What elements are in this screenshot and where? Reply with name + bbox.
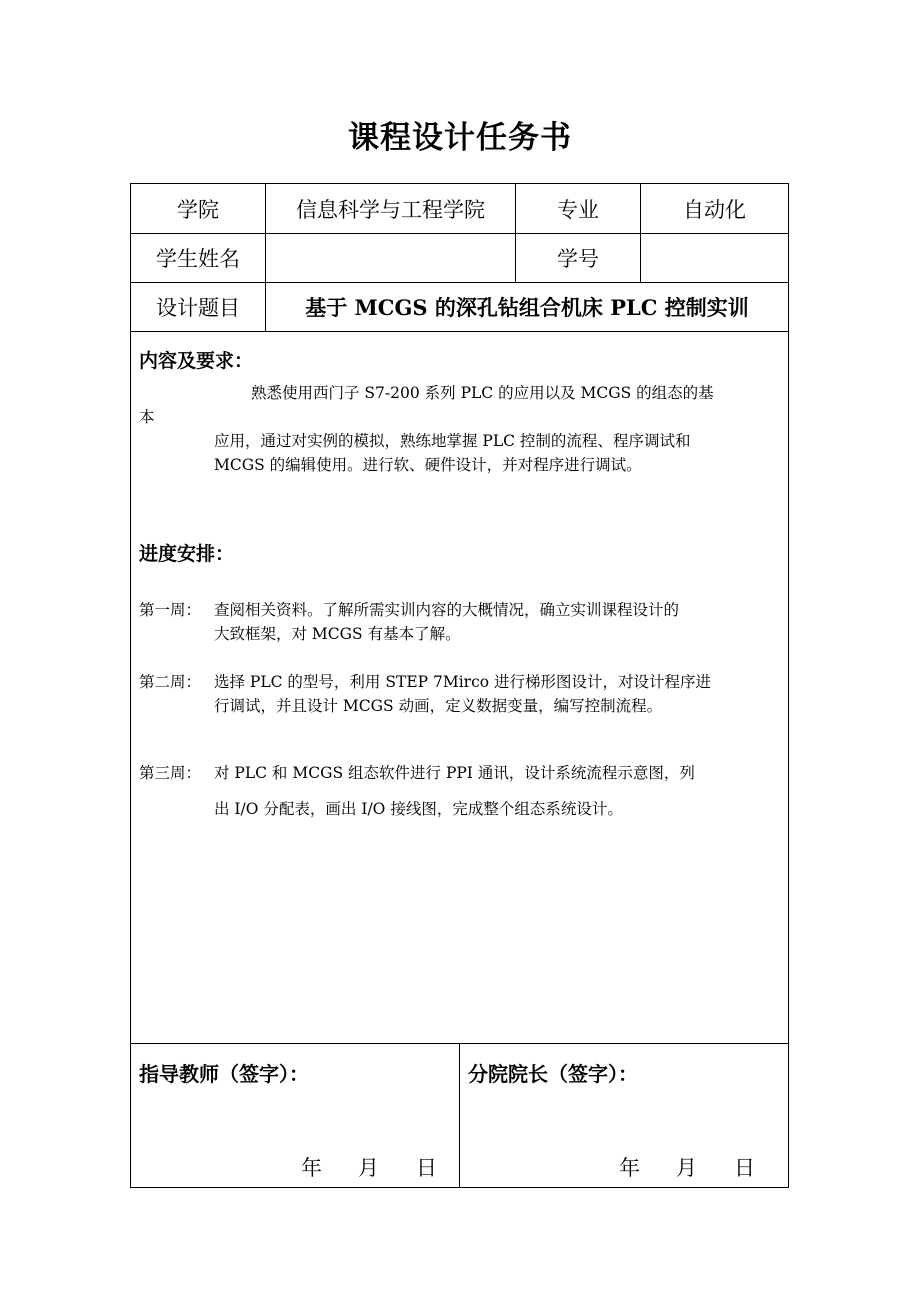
day-label: 日 bbox=[734, 1156, 755, 1180]
document-title: 课程设计任务书 bbox=[348, 120, 572, 156]
topic-label: 设计题目 bbox=[156, 296, 240, 320]
content-heading: 内容及要求： bbox=[139, 350, 254, 372]
week3-line: 出 I/O 分配表，画出 I/O 接线图，完成整个组态系统设计。 bbox=[214, 800, 623, 818]
advisor-date bbox=[301, 1152, 437, 1182]
student-name-label: 学生姓名 bbox=[156, 247, 240, 271]
week1-line: 查阅相关资料。了解所需实训内容的大概情况，确立实训课程设计的 bbox=[214, 601, 680, 619]
student-name-value[interactable] bbox=[266, 234, 515, 282]
content-line: 熟悉使用西门子 S7-200 系列 PLC 的应用以及 MCGS 的组态的基 bbox=[251, 384, 714, 402]
week2-label: 第二周： bbox=[139, 673, 202, 691]
content-line: 应用，通过对实例的模拟，熟练地掌握 PLC 控制的流程、程序调试和 bbox=[214, 432, 691, 450]
week3-label: 第三周： bbox=[139, 764, 202, 782]
week2-line: 选择 PLC 的型号，利用 STEP 7Mirco 进行梯形图设计，对设计程序进 bbox=[214, 673, 712, 691]
college-label: 学院 bbox=[177, 197, 219, 222]
content-line: MCGS 的编辑使用。进行软、硬件设计，并对程序进行调试。 bbox=[214, 456, 642, 474]
task-form-table bbox=[130, 183, 789, 1188]
day-label: 日 bbox=[416, 1156, 437, 1180]
week2-line: 行调试，并且设计 MCGS 动画，定义数据变量，编写控制流程。 bbox=[214, 697, 663, 715]
week1-line: 大致框架，对 MCGS 有基本了解。 bbox=[214, 625, 461, 643]
content-line: 本 bbox=[139, 408, 155, 426]
student-id-value[interactable] bbox=[641, 234, 788, 282]
week3-line: 对 PLC 和 MCGS 组态软件进行 PPI 通讯，设计系统流程示意图，列 bbox=[214, 764, 695, 782]
advisor-signature-label: 指导教师（签字）： bbox=[139, 1062, 309, 1086]
schedule-heading: 进度安排： bbox=[139, 543, 235, 565]
month-label: 月 bbox=[676, 1156, 697, 1180]
year-label: 年 bbox=[301, 1156, 322, 1180]
dean-date bbox=[619, 1152, 755, 1182]
week1-label: 第一周： bbox=[139, 601, 202, 619]
dean-signature-label: 分院院长（签字）： bbox=[468, 1062, 638, 1086]
topic-value: 基于 MCGS 的深孔钻组合机床 PLC 控制实训 bbox=[305, 295, 749, 320]
column-divider bbox=[459, 1043, 460, 1188]
major-value: 自动化 bbox=[683, 197, 746, 222]
row-divider bbox=[131, 331, 788, 332]
college-value: 信息科学与工程学院 bbox=[296, 197, 485, 222]
major-label: 专业 bbox=[557, 197, 599, 222]
year-label: 年 bbox=[619, 1156, 640, 1180]
month-label: 月 bbox=[358, 1156, 379, 1180]
student-id-label: 学号 bbox=[557, 247, 599, 271]
